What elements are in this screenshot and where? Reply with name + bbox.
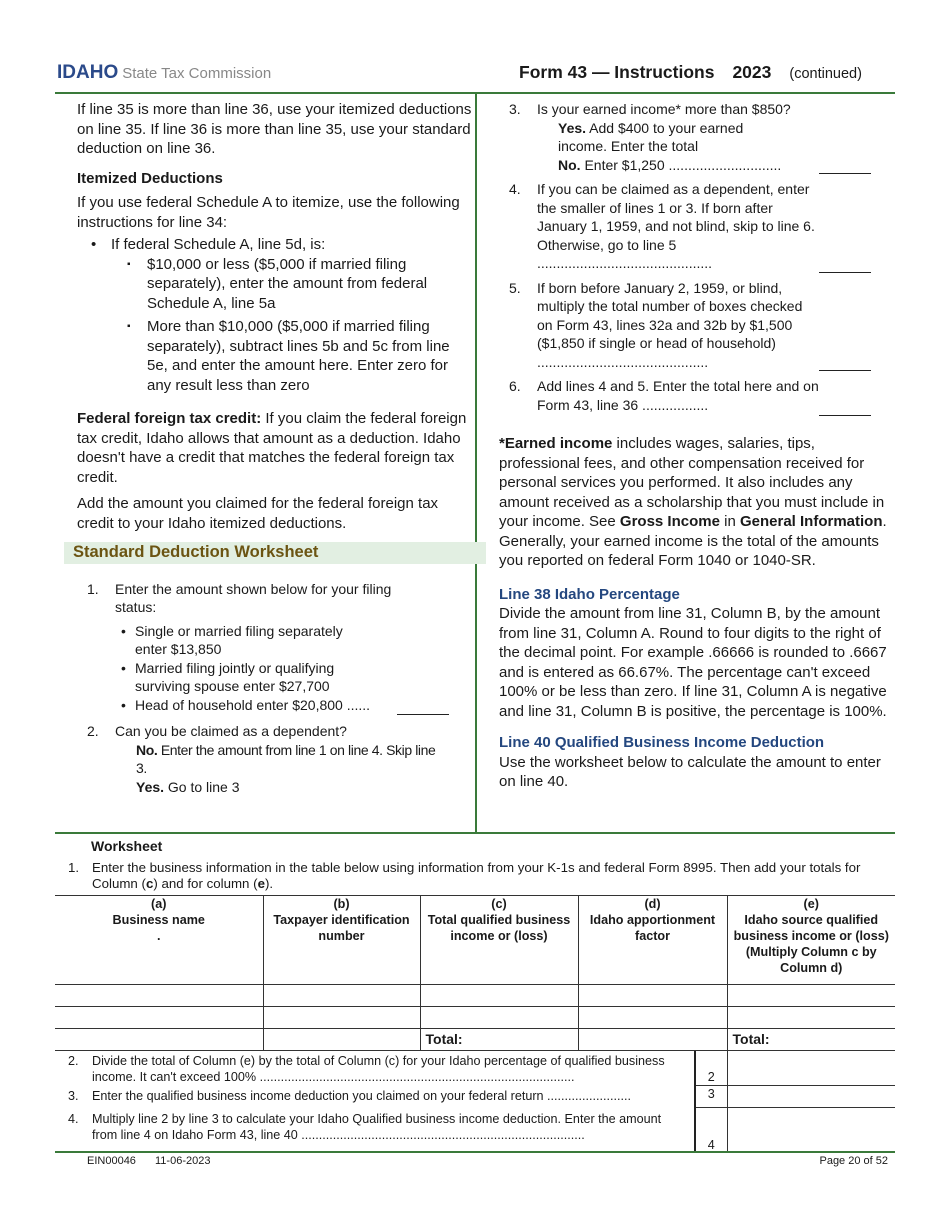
worksheet-item-2: 2. Divide the total of Column (e) by the total of Column (c) for your Idaho percentage of qualified business income. It can't exceed 100% .......................................................................................... [68,1053,665,1084]
worksheet-item-3: 3. Enter the qualified business income deduction you claimed on your federal return ........................ [68,1088,632,1103]
cell[interactable] [263,1006,420,1028]
bullet: ▪ $10,000 or less ($5,000 if married filing separately), enter the amount from federal Schedule A, line 5a [127,255,428,312]
heading-line-40: Line 40 Qualified Business Income Deduction [499,734,825,751]
table-row [55,1006,895,1028]
business-table [55,895,895,1051]
col-d-header: (d) Idaho apportionment factor [578,895,727,984]
col-a-header: (a) Business name . [55,895,263,984]
paragraph: Federal foreign tax credit: If you claim the federal foreign tax credit, Idaho allows that amount as a deduction. Idaho doesn't have a credit that matches the federal foreign tax credit. [77,410,467,486]
heading-line-38: Line 38 Idaho Percentage [499,585,680,603]
paragraph: Use the worksheet below to calculate the amount to enter on line 40. [499,753,881,790]
earned-income-note: *Earned income includes wages, salaries, tips, professional fees, and other compensation received for personal services you performed. It also includes any amount received as a scholarship that you must include in your income. See Gross Income in General Information. Generally, your earned income is the total of the amounts you reported on federal Form 1040 or 1040-SR. [499,435,887,569]
cell[interactable] [55,1006,263,1028]
worksheet-rule [55,832,895,834]
col-c-header: (c) Total qualified business income or (loss) [420,895,578,984]
bullet: • If federal Schedule A, line 5d, is: [91,236,326,253]
cell[interactable] [727,984,895,1006]
worksheet-line-1: 1. Enter the amount shown below for your filing status: [87,580,392,615]
worksheet-title: Worksheet [91,838,163,854]
option-no: No. Enter $1,250 ............................. [499,156,891,175]
form-date: 11-06-2023 [155,1155,211,1167]
calculation-table [55,1051,895,1153]
line-3-blank[interactable] [819,173,871,174]
worksheet-line-2: 2. Can you be claimed as a dependent? [87,723,347,739]
worksheet-item-4: 4. Multiply line 2 by line 3 to calculate your Idaho Qualified business income deduction. Enter the amount from line 4 on Idaho Form 43, line 40 ................................................................................. [68,1111,662,1142]
box-number: 4 [695,1108,727,1153]
option-yes: Yes. Go to line 3 [136,778,240,795]
worksheet-line-3: 3. Is your earned income* more than $850? [509,101,791,117]
cell[interactable] [420,1006,578,1028]
total-c-label: Total: [420,1028,578,1050]
paragraph: Divide the amount from line 31, Column B, by the amount from line 31, Column A. Round to four digits to the right of the decimal point. For example .66666 is rounded to .6667 and is entered as 66.67%. The percentage can't exceed 100% or be less than zero. If line 31, Column A is negative and line 31, Column B is positive, the percentage is 100%. [499,605,887,720]
paragraph: If line 35 is more than line 36, use your itemized deductions on line 35. If line 36 is more than line 35, use your standard deduction on line 36. [77,101,472,157]
option: • Head of household enter $20,800 ...... [77,696,473,715]
page-header: Form 43 — Instructions 2023 (continued) [519,62,862,82]
cell[interactable] [420,984,578,1006]
line-1-blank[interactable] [397,714,449,715]
col-e-header: (e) Idaho source qualified business income or (loss) (Multiply Column c by Column d) [727,895,895,984]
line-3-amount[interactable] [727,1086,895,1108]
qbi-worksheet [55,838,895,1153]
bullet: ▪ More than $10,000 ($5,000 if married filing separately), subtract lines 5b and 5c from line 5e, and enter the amount here. Enter zero for any result less than zero [127,318,450,394]
section-heading: Standard Deduction Worksheet [64,542,486,564]
worksheet-item-1: 1. Enter the business information in the table below using information from your K-1s and federal Form 8995. Then add your totals for Column (c) and for column (e). [68,859,861,891]
total-row [55,1028,895,1050]
cell[interactable] [578,984,727,1006]
worksheet-line-4: 4. If you can be claimed as a dependent, enter the smaller of lines 1 or 3. If born after January 1, 1959, and not blind, skip to line 6. Otherwise, go to line 5 ............................................. [499,180,819,273]
table-row [55,984,895,1006]
form-code: EIN00046 [87,1155,136,1167]
line-6-blank[interactable] [819,415,871,416]
worksheet-line-5: 5. If born before January 2, 1959, or blind, multiply the total number of boxes checked on Form 43, lines 32a and 32b by $1,500 ($1,850 if single or head of household) ............................................ [499,279,819,372]
heading-itemized: Itemized Deductions [77,169,223,187]
total-e-label: Total: [727,1028,895,1050]
footer-rule [55,1151,895,1153]
cell[interactable] [55,984,263,1006]
option: • Single or married filing separately enter $13,850 [121,622,343,657]
paragraph: If you use federal Schedule A to itemize, use the following instructions for line 34: [77,194,460,231]
line-5-blank[interactable] [819,370,871,371]
col-b-header: (b) Taxpayer identification number [263,895,420,984]
cell[interactable] [727,1006,895,1028]
right-column [499,100,891,799]
idaho-logo: IDAHO State Tax Commission [57,62,272,83]
option-yes: Yes. Add $400 to your earned income. Enter the total [558,119,744,154]
left-column [73,100,473,796]
worksheet-line-6: 6. Add lines 4 and 5. Enter the total here and on Form 43, line 36 ................. [499,377,819,414]
column-divider [475,93,477,832]
line-4-blank[interactable] [819,272,871,273]
line-2-amount[interactable] [727,1051,895,1086]
line-4-amount[interactable] [727,1108,895,1153]
box-number: 3 [695,1086,727,1108]
cell[interactable] [578,1006,727,1028]
option: • Married filing jointly or qualifying surviving spouse enter $27,700 [121,659,335,694]
cell[interactable] [263,984,420,1006]
page-number: Page 20 of 52 [819,1155,888,1167]
option-no: No. Enter the amount from line 1 on line 4. Skip line 3. [136,741,436,776]
box-number: 2 [695,1051,727,1086]
paragraph: Add the amount you claimed for the federal foreign tax credit to your Idaho itemized deductions. [77,495,439,532]
